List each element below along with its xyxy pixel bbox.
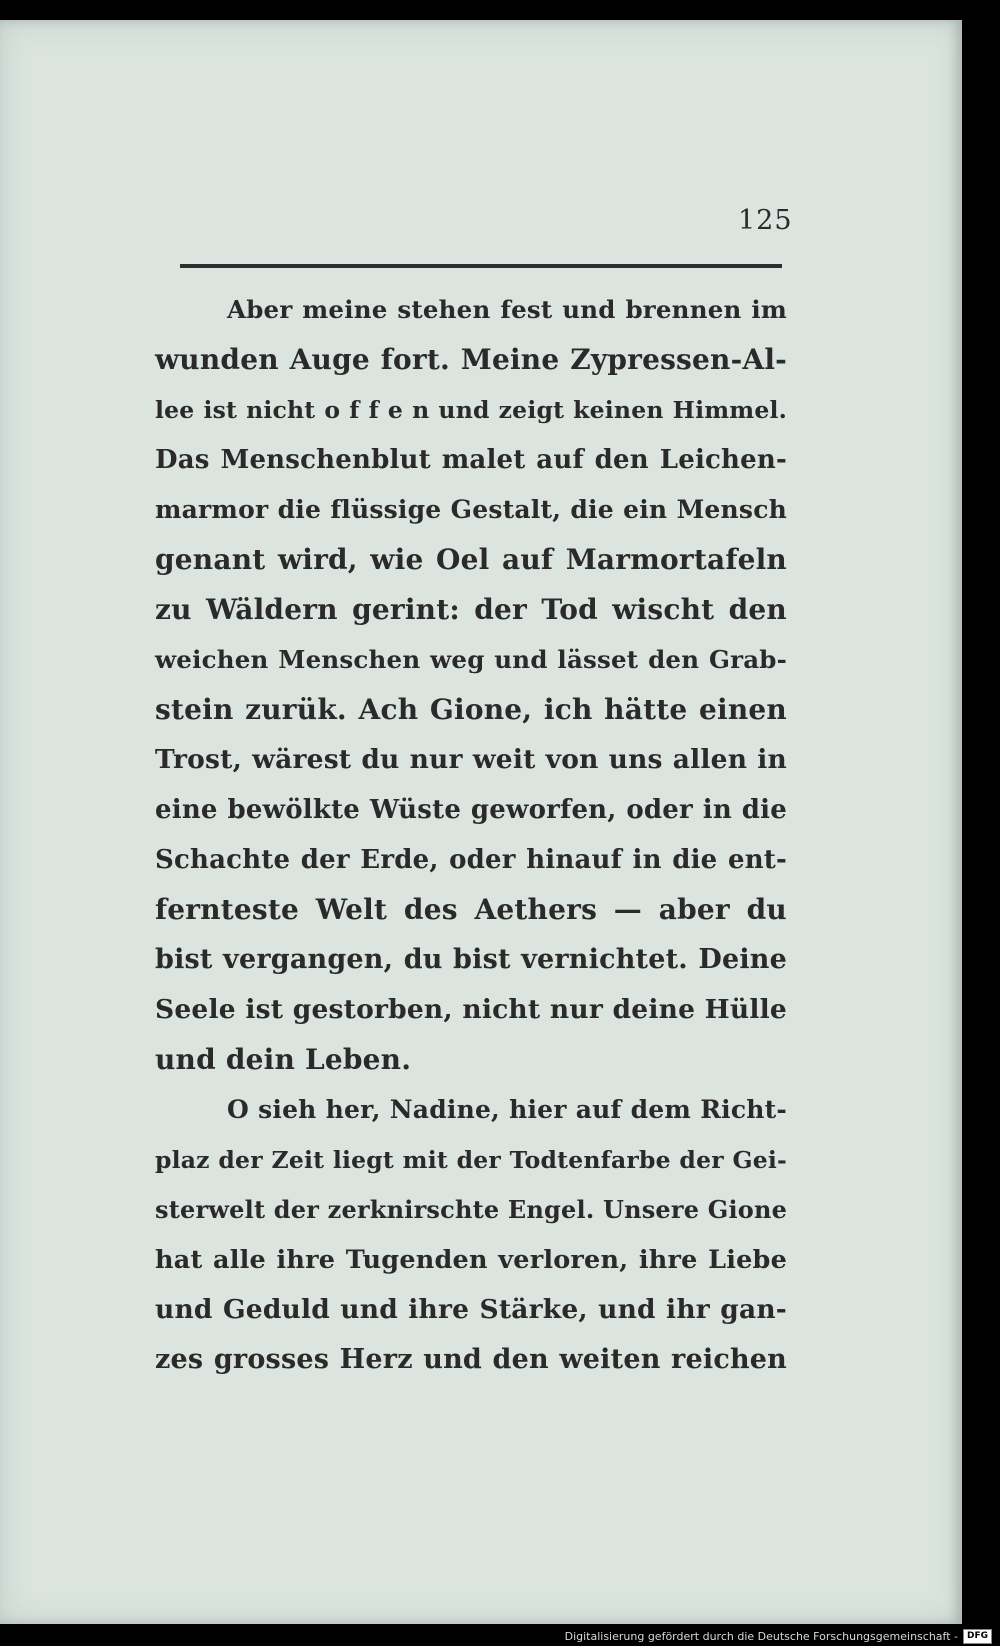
text-line: und Geduld und ihre Stärke, und ihr gan- [155, 1294, 787, 1325]
text-line: Trost, wärest du nur weit von uns allen in [155, 744, 787, 775]
text-line: stein zurük. Ach Gione, ich hätte einen [155, 693, 787, 726]
text-line: marmor die flüssige Gestalt, die ein Mensch [155, 495, 787, 524]
body-text [155, 285, 787, 1385]
text-line: zu Wäldern gerint: der Tod wischt den [155, 593, 787, 626]
text-line: und dein Leben. [155, 1043, 412, 1076]
header-rule [180, 264, 782, 268]
text-line: zes grosses Herz und den weiten reichen [155, 1344, 787, 1375]
text-line: fernteste Welt des Aethers — aber du [155, 893, 787, 926]
text-line: eine bewölkte Wüste geworfen, oder in die [155, 795, 787, 825]
text-line: sterwelt der zerknirschte Engel. Unsere Gione [155, 1195, 788, 1224]
dfg-logo: DFG [963, 1629, 992, 1644]
text-line: genant wird, wie Oel auf Marmortafeln [155, 543, 787, 576]
book-page [0, 20, 962, 1624]
page-number: 125 [738, 205, 793, 236]
text-line: Seele ist gestorben, nicht nur deine Hülle [155, 994, 787, 1025]
digitization-credit [565, 1628, 992, 1644]
text-line: weichen Menschen weg und lässet den Grab- [155, 645, 787, 674]
text-line: Aber meine stehen fest und brennen im [227, 295, 787, 324]
text-line: wunden Auge fort. Meine Zypressen-Al- [155, 343, 787, 376]
text-line: hat alle ihre Tugenden verloren, ihre Liebe [155, 1245, 787, 1275]
credit-text: Digitalisierung gefördert durch die Deutsche Forschungsgemeinschaft - [564, 1629, 958, 1643]
text-line: bist vergangen, du bist vernichtet. Deine [155, 944, 787, 975]
text-line: lee ist nicht o f f e n und zeigt keinen Himmel. [155, 396, 787, 424]
text-line: Schachte der Erde, oder hinauf in die ent- [155, 845, 787, 875]
text-line: Das Menschenblut malet auf den Leichen- [155, 445, 787, 475]
text-line: plaz der Zeit liegt mit der Todtenfarbe der Gei- [155, 1146, 787, 1174]
text-line: O sieh her, Nadine, hier auf dem Richt- [227, 1095, 787, 1124]
